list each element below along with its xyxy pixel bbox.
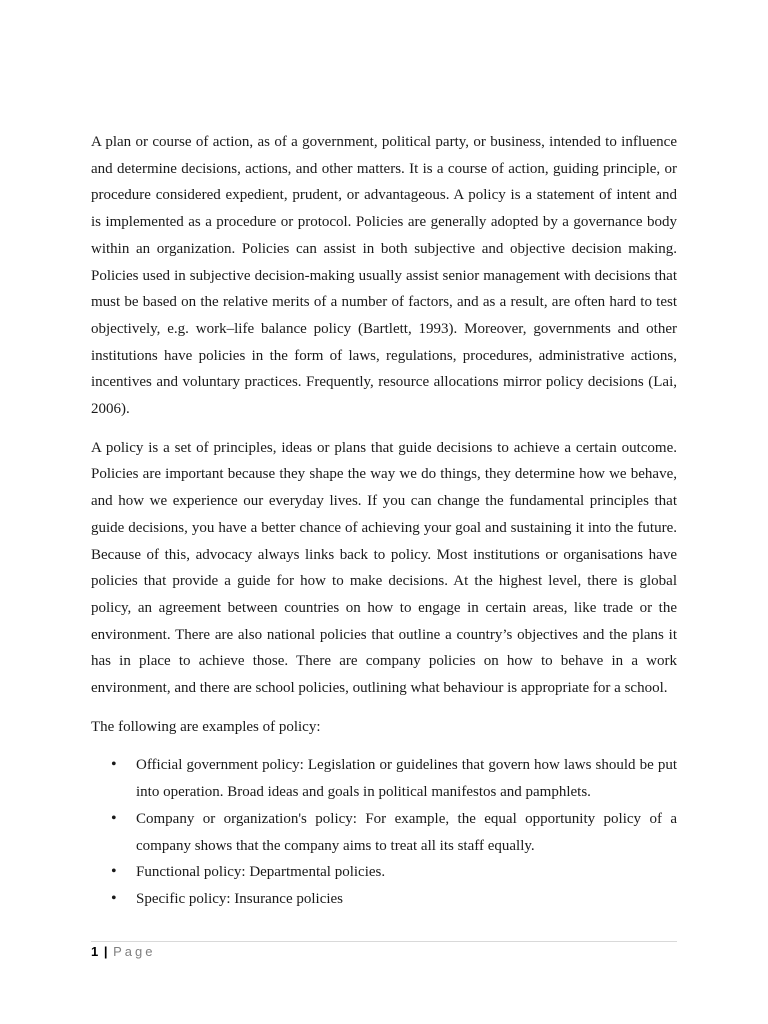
document-body: [91, 129, 677, 913]
paragraph-policy-importance: A policy is a set of principles, ideas or plans that guide decisions to achieve a certain outcome. Policies are important because they shape the way we do things, they determine how we behave, and how we experience our everyday lives. If you can change the fundamental principles that guide decisions, you have a better chance of achieving your goal and sustaining it into the future. Because of this, advocacy always links back to policy. Most institutions or organisations have policies that provide a guide for how to make decisions. At the highest level, there is global policy, an agreement between countries on how to engage in certain areas, like trade or the environment. There are also national policies that outline a country’s objectives and the plans it has in place to achieve those. There are company policies on how to behave in a work environment, and there are school policies, outlining what behaviour is appropriate for a school.: [91, 439, 677, 697]
page-footer: [91, 941, 677, 959]
policy-examples-list: [91, 752, 677, 912]
paragraph-policy-definition: A plan or course of action, as of a government, political party, or business, intended to influence and determine decisions, actions, and other matters. It is a course of action, guiding principle, or procedure considered expedient, prudent, or advantageous. A policy is a statement of intent and is implemented as a procedure or protocol. Policies are generally adopted by a governance body within an organization. Policies can assist in both subjective and objective decision making. Policies used in subjective decision-making usually assist senior management with decisions that must be based on the relative merits of a number of factors, and as a result, are often hard to test objectively, e.g. work–life balance policy (Bartlett, 1993). Moreover, governments and other institutions have policies in the form of laws, regulations, procedures, administrative actions, incentives and voluntary practices. Frequently, resource allocations mirror policy decisions (Lai, 2006).: [91, 134, 677, 418]
footer-separator: |: [103, 944, 108, 959]
page-label: Page: [113, 944, 156, 959]
page-number: 1: [91, 944, 99, 959]
list-item-functional-policy: • Functional policy: Departmental policies.: [91, 859, 677, 886]
list-item-official-government-policy: • Official government policy: Legislation or guidelines that govern how laws should be put into operation. Broad ideas and goals in political manifestos and pamphlets.: [91, 752, 677, 805]
list-item-specific-policy: • Specific policy: Insurance policies: [91, 886, 677, 913]
list-intro: The following are examples of policy:: [91, 718, 321, 735]
list-item-company-policy: • Company or organization's policy: For example, the equal opportunity policy of a company shows that the company aims to treat all its staff equally.: [91, 806, 677, 859]
